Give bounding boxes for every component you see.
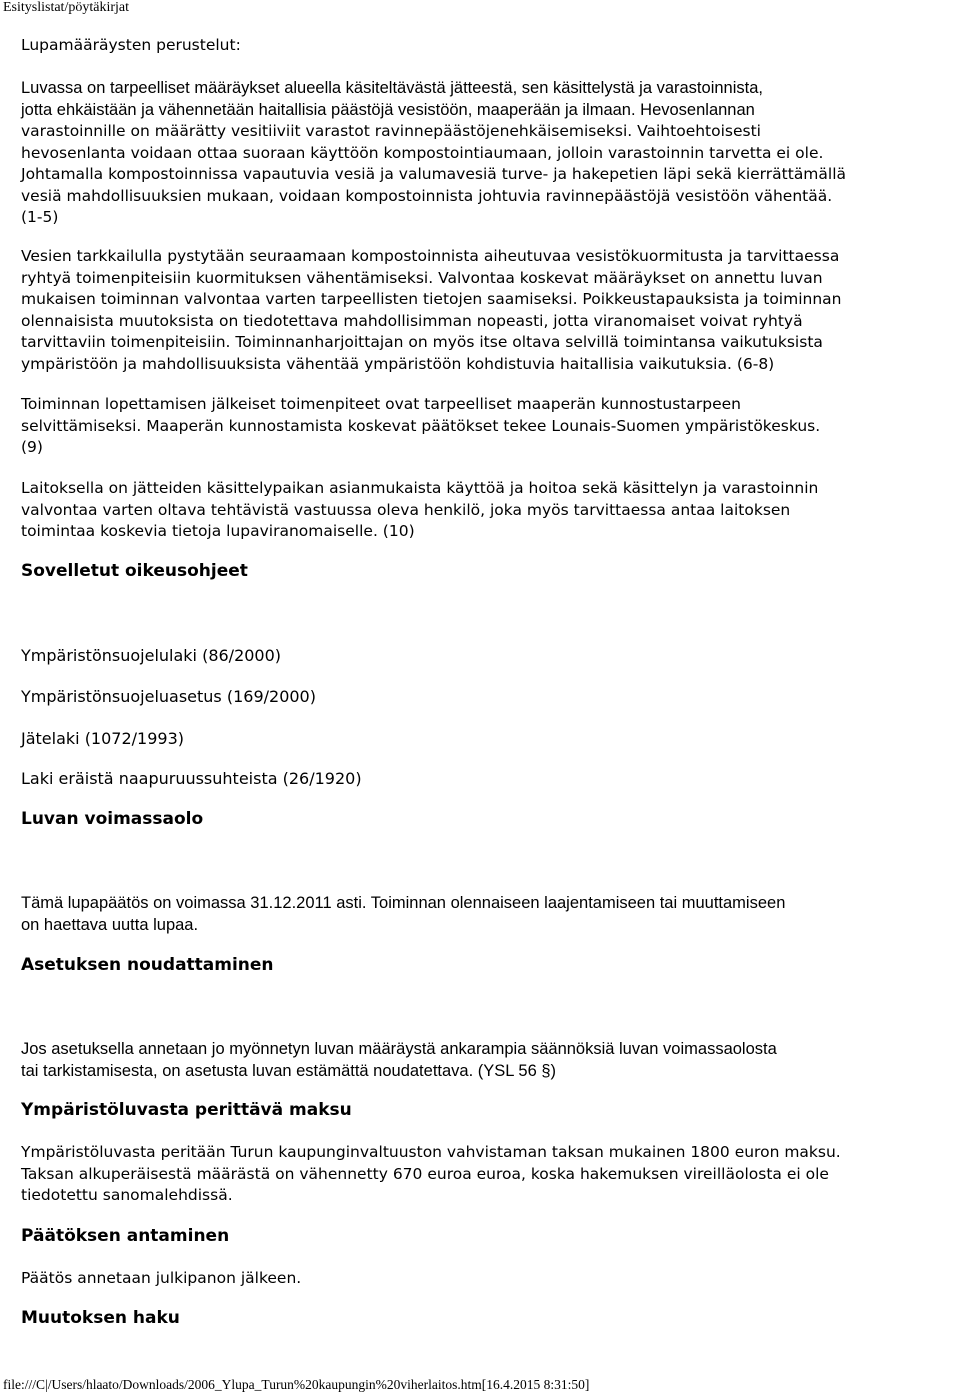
heading-muutoksen-haku: Muutoksen haku bbox=[21, 1308, 180, 1328]
paragraph-line: Ympäristöluvasta peritään Turun kaupunginvaltuuston vahvistaman taksan mukainen 1800 euron maksu. bbox=[21, 1143, 841, 1161]
paragraph-line: tai tarkistamisesta, on asetusta luvan estämättä noudatettava. (YSL 56 §) bbox=[21, 1061, 557, 1080]
antaminen-paragraph bbox=[21, 1268, 956, 1290]
voimassaolo-paragraph bbox=[21, 893, 956, 936]
section-title-text: Lupamääräysten perustelut: bbox=[21, 36, 241, 54]
perustelut-paragraph-3 bbox=[21, 394, 956, 459]
print-footer-url: file:///C|/Users/hlaato/Downloads/2006_Ylupa_Turun%20kaupungin%20viherlaitos.htm[16.4.2015 8:31:50] bbox=[3, 1377, 590, 1392]
paragraph-line: hevosenlanta voidaan ottaa suoraan käyttöön kompostointiaumaan, jolloin varastoinnin tarvetta ei ole. bbox=[21, 143, 824, 162]
perustelut-paragraph-2 bbox=[21, 246, 956, 375]
perustelut-paragraph-1 bbox=[21, 78, 956, 229]
paragraph-line: valvontaa varten oltava tehtävistä vastuussa oleva henkilö, joka myös tarvittaessa antaa laitoksen bbox=[21, 500, 791, 519]
paragraph-line: jotta ehkäistään ja vähennetään haitallisia päästöjä vesistöön, maaperään ja ilmaan. Hevosenlannan bbox=[21, 100, 755, 119]
paragraph-line: mukaisen toiminnan valvontaa varten tarpeellisten tietojen saamiseksi. Poikkeustapauksista ja toiminnan bbox=[21, 290, 842, 308]
paragraph-line: Taksan alkuperäisestä määrästä on vähennetty 670 euroa euroa, koska hakemuksen vireilläolosta ei ole bbox=[21, 1164, 829, 1183]
law-item: Ympäristönsuojeluasetus (169/2000) bbox=[21, 687, 316, 706]
heading-luvan-voimassaolo: Luvan voimassaolo bbox=[21, 809, 204, 829]
paragraph-line: Johtamalla kompostoinnissa vapautuvia vesiä ja valumavesiä turve- ja hakepetien läpi sekä kierrättämällä bbox=[21, 165, 847, 183]
paragraph-line: ryhtyä toimenpiteisiin kuormituksen vähentämiseksi. Valvontaa koskevat määräykset on annettu luvan bbox=[21, 268, 823, 287]
paragraph-line: Luvassa on tarpeelliset määräykset alueella käsiteltävästä jätteestä, sen käsittelystä ja varastoinnista, bbox=[21, 79, 763, 97]
print-header: Esityslistat/pöytäkirjat bbox=[3, 0, 129, 15]
paragraph-line: vesiä mahdollisuuksien mukaan, voidaan kompostoinnista johtuvia ravinnepäästöjä vesistöön vähentää. bbox=[21, 186, 833, 205]
heading-asetuksen-noudattaminen: Asetuksen noudattaminen bbox=[21, 955, 274, 975]
law-item: Ympäristönsuojelulaki (86/2000) bbox=[21, 646, 282, 665]
paragraph-line: olennaisista muutoksista on tiedotettava mahdollisimman nopeasti, jotta viranomaiset voivat ryhtyä bbox=[21, 311, 803, 330]
paragraph-line: Vesien tarkkailulla pystytään seuraamaan kompostoinnista aiheutuvaa vesistökuormitusta ja tarvittaessa bbox=[21, 247, 840, 265]
paragraph-line: selvittämiseksi. Maaperän kunnostamista koskevat päätökset tekee Lounais-Suomen ympäristökeskus. bbox=[21, 416, 821, 435]
paragraph-line: ympäristöön ja mahdollisuuksista vähentää ympäristöön kohdistuvia haitallisia vaikutuksia. (6-8) bbox=[21, 354, 775, 373]
perustelut-paragraph-4 bbox=[21, 478, 956, 543]
paragraph-line: Toiminnan lopettamisen jälkeiset toimenpiteet ovat tarpeelliset maaperän kunnostustarpeen bbox=[21, 395, 741, 413]
paragraph-line: (9) bbox=[21, 438, 43, 456]
paragraph-line: Päätös annetaan julkipanon jälkeen. bbox=[21, 1269, 302, 1287]
paragraph-line: toimintaa koskevia tietoja lupaviranomaiselle. (10) bbox=[21, 522, 415, 540]
paragraph-line: Laitoksella on jätteiden käsittelypaikan asianmukaista käyttöä ja hoitoa sekä käsittelyn ja varastoinnin bbox=[21, 479, 819, 497]
paragraph-line: Jos asetuksella annetaan jo myönnetyn luvan määräystä ankarampia säännöksiä luvan voimassaolosta bbox=[21, 1040, 777, 1058]
paragraph-line: tiedotettu sanomalehdissä. bbox=[21, 1186, 233, 1204]
paragraph-line: tarvittaviin toimenpiteisiin. Toiminnanharjoittajan on myös itse oltava selvillä toimintansa vaikutuksista bbox=[21, 333, 823, 351]
paragraph-line: on haettava uutta lupaa. bbox=[21, 915, 199, 934]
section-title-perustelut bbox=[21, 35, 956, 57]
paragraph-line: Tämä lupapäätös on voimassa 31.12.2011 asti. Toiminnan olennaiseen laajentamiseen tai muuttamiseen bbox=[21, 894, 786, 912]
law-item: Jätelaki (1072/1993) bbox=[21, 729, 184, 748]
heading-paatoksen-antaminen: Päätöksen antaminen bbox=[21, 1226, 230, 1246]
asetuksen-paragraph bbox=[21, 1039, 956, 1082]
heading-ymparistoluvasta-perittava-maksu: Ympäristöluvasta perittävä maksu bbox=[21, 1100, 352, 1120]
paragraph-line: varastoinnille on määrätty vesitiiviit varastot ravinnepäästöjenehkäisemiseksi. Vaihtoehtoisesti bbox=[21, 122, 761, 140]
law-item: Laki eräistä naapuruussuhteista (26/1920) bbox=[21, 769, 362, 788]
heading-sovelletut-oikeusohjeet: Sovelletut oikeusohjeet bbox=[21, 561, 248, 581]
paragraph-line: (1-5) bbox=[21, 208, 59, 226]
maksu-paragraph bbox=[21, 1142, 956, 1207]
